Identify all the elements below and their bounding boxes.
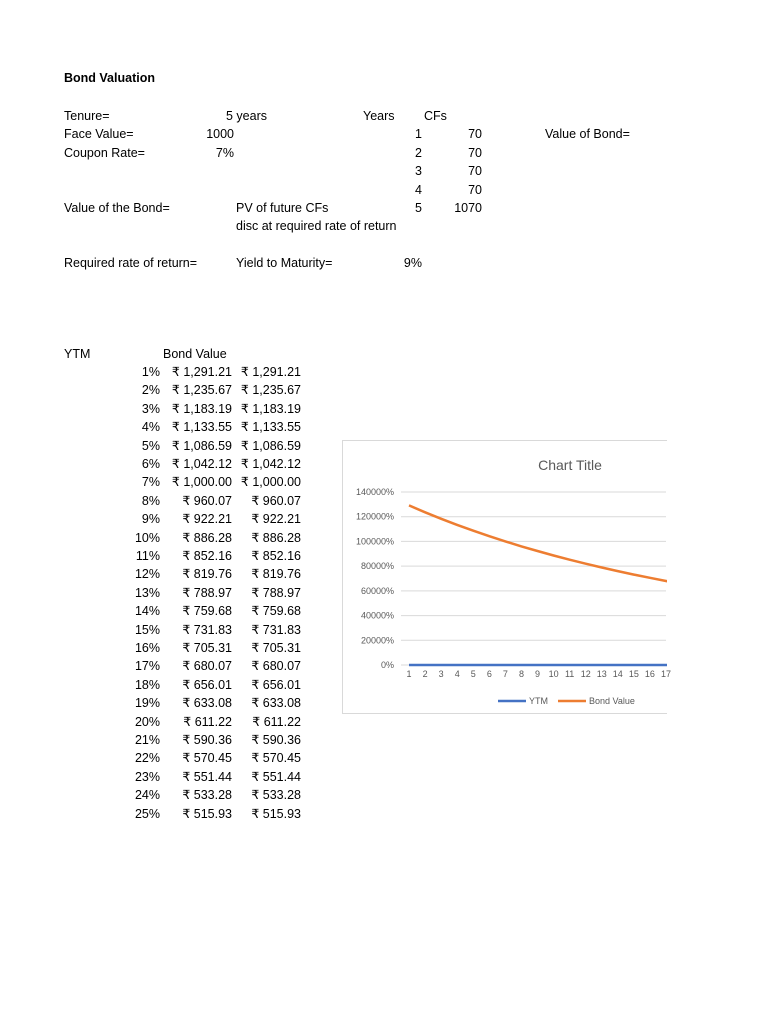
table-row xyxy=(0,806,768,824)
bond-value-cell: ₹ 551.44 xyxy=(182,769,232,784)
x-tick-label: 13 xyxy=(596,669,607,679)
bond-value-cell: ₹ 1,235.67 xyxy=(171,383,232,398)
table-row xyxy=(0,401,768,419)
bond-value-copy-cell: ₹ 633.08 xyxy=(251,696,301,711)
bond-value-copy-cell: ₹ 1,235.67 xyxy=(240,383,301,398)
bond-value-copy-cell: ₹ 819.76 xyxy=(251,567,301,582)
ytm-cell: 19% xyxy=(134,696,160,711)
cash-flow-value: 70 xyxy=(468,164,482,178)
bond-value-cell: ₹ 656.01 xyxy=(182,677,232,692)
ytm-cell: 14% xyxy=(134,604,160,619)
bond-value-cell: ₹ 1,133.55 xyxy=(171,420,232,435)
sheet-title: Bond Valuation xyxy=(64,71,155,85)
x-tick-label: 4 xyxy=(454,669,460,679)
line-chart xyxy=(343,441,672,713)
bond-value-cell: ₹ 819.76 xyxy=(182,567,232,582)
ytm-cell: 21% xyxy=(134,733,160,747)
y-tick-label: 40000% xyxy=(360,610,394,621)
ytm-cell: 13% xyxy=(134,585,160,600)
ytm-cell: 9% xyxy=(141,512,160,527)
x-tick-label: 15 xyxy=(628,669,639,679)
bond-value-cell: ₹ 515.93 xyxy=(182,806,232,821)
ytm-cell: 15% xyxy=(134,622,160,637)
bond-value-copy-cell: ₹ 852.16 xyxy=(251,549,301,563)
coupon-rate-value: 7% xyxy=(215,146,234,160)
ytm-cell: 22% xyxy=(134,751,160,766)
y-tick-label: 0% xyxy=(380,660,394,670)
bond-value-cell: ₹ 960.07 xyxy=(182,493,232,508)
bond-value-cell: ₹ 1,042.12 xyxy=(171,457,232,471)
bond-value-cell: ₹ 705.31 xyxy=(182,641,232,655)
ytm-cell: 7% xyxy=(141,475,160,490)
table-row xyxy=(0,769,768,787)
bond-value-cell: ₹ 788.97 xyxy=(182,585,232,600)
legend-label: YTM xyxy=(529,696,548,706)
cash-flow-year: 5 xyxy=(415,201,422,215)
bond-value-copy-cell: ₹ 533.28 xyxy=(251,788,301,803)
tenure-label: Tenure= xyxy=(64,109,110,123)
x-tick-label: 14 xyxy=(612,669,623,679)
bond-value-cell: ₹ 1,000.00 xyxy=(171,475,232,490)
x-tick-label: 17 xyxy=(660,669,672,679)
x-tick-label: 9 xyxy=(535,669,541,679)
legend-label: Bond Value xyxy=(589,696,635,706)
y-tick-label: 80000% xyxy=(360,561,394,572)
face-value-label: Face Value= xyxy=(64,127,134,141)
ytm-cell: 12% xyxy=(134,567,160,582)
table-row xyxy=(0,750,768,768)
ytm-label: Yield to Maturity= xyxy=(236,256,333,270)
table-row xyxy=(0,364,768,382)
bond-value-copy-cell: ₹ 705.31 xyxy=(251,641,301,655)
value-of-bond-right-label: Value of Bond= xyxy=(545,127,630,141)
ytm-cell: 5% xyxy=(141,438,160,453)
bond-value-column-header: Bond Value xyxy=(163,347,227,361)
y-tick-label: 100000% xyxy=(355,536,394,547)
bond-value-cell: ₹ 633.08 xyxy=(182,696,232,711)
bond-value-copy-cell: ₹ 1,086.59 xyxy=(240,438,301,453)
ytm-cell: 25% xyxy=(134,806,160,821)
table-row xyxy=(0,732,768,750)
coupon-rate-label: Coupon Rate= xyxy=(64,146,145,160)
bond-value-cell: ₹ 922.21 xyxy=(182,512,232,527)
ytm-cell: 3% xyxy=(141,401,160,416)
cash-flow-value: 70 xyxy=(468,145,482,160)
bond-value-copy-cell: ₹ 1,042.12 xyxy=(240,457,301,471)
cash-flow-value: 70 xyxy=(468,182,482,197)
ytm-cell: 11% xyxy=(135,549,160,563)
ytm-cell: 6% xyxy=(141,457,160,471)
bond-value-copy-cell: ₹ 788.97 xyxy=(251,585,301,600)
ytm-cell: 23% xyxy=(134,769,160,784)
tenure-value: 5 years xyxy=(226,109,267,123)
bond-value-copy-cell: ₹ 1,183.19 xyxy=(240,401,301,416)
cash-flow-year: 1 xyxy=(415,127,422,141)
table-row xyxy=(0,419,768,437)
bond-value-cell: ₹ 1,291.21 xyxy=(171,365,232,379)
ytm-cell: 1% xyxy=(141,365,160,379)
x-tick-label: 8 xyxy=(518,669,524,679)
bond-value-cell: ₹ 759.68 xyxy=(182,604,232,619)
bond-value-cell: ₹ 852.16 xyxy=(182,549,232,563)
bond-value-cell: ₹ 570.45 xyxy=(182,751,232,766)
y-tick-label: 120000% xyxy=(355,511,394,522)
bond-value-cell: ₹ 731.83 xyxy=(182,622,232,637)
ytm-column-header: YTM xyxy=(64,347,91,361)
bond-value-copy-cell: ₹ 1,291.21 xyxy=(240,365,301,379)
bond-value-cell: ₹ 590.36 xyxy=(182,733,232,747)
ytm-cell: 24% xyxy=(134,788,160,803)
x-tick-label: 5 xyxy=(470,669,476,679)
ytm-cell: 8% xyxy=(141,493,160,508)
table-row xyxy=(0,714,768,732)
years-header: Years xyxy=(363,109,395,123)
bond-value-cell: ₹ 886.28 xyxy=(182,530,232,545)
y-tick-label: 20000% xyxy=(360,635,394,646)
bond-value-copy-cell: ₹ 886.28 xyxy=(251,530,301,545)
x-tick-label: 1 xyxy=(406,669,412,679)
cfs-header: CFs xyxy=(424,109,447,123)
bond-value-copy-cell: ₹ 680.07 xyxy=(251,659,301,674)
ytm-cell: 17% xyxy=(134,659,160,674)
x-tick-label: 6 xyxy=(486,669,492,679)
bond-value-copy-cell: ₹ 570.45 xyxy=(251,751,301,766)
x-tick-label: 12 xyxy=(580,669,591,679)
ytm-cell: 2% xyxy=(141,383,160,398)
bond-value-copy-cell: ₹ 759.68 xyxy=(251,604,301,619)
y-tick-label: 60000% xyxy=(360,585,394,596)
face-value: 1000 xyxy=(206,127,234,141)
bond-value-copy-cell: ₹ 590.36 xyxy=(251,733,301,747)
discount-rate-text: disc at required rate of return xyxy=(236,219,397,233)
chart-container[interactable] xyxy=(342,440,672,714)
x-tick-label: 3 xyxy=(438,669,444,679)
bond-value-cell: ₹ 611.22 xyxy=(183,714,232,729)
ytm-cell: 4% xyxy=(141,420,160,435)
x-tick-label: 11 xyxy=(564,669,575,679)
cash-flow-year: 4 xyxy=(415,182,422,197)
y-tick-label: 140000% xyxy=(355,487,394,497)
bond-value-cell: ₹ 1,086.59 xyxy=(171,438,232,453)
required-rate-label: Required rate of return= xyxy=(64,256,198,270)
bond-value-copy-cell: ₹ 960.07 xyxy=(251,493,301,508)
value-of-bond-label: Value of the Bond= xyxy=(64,201,170,215)
pv-future-cfs-text: PV of future CFs xyxy=(236,201,329,215)
bond-value-copy-cell: ₹ 1,133.55 xyxy=(240,420,301,435)
cash-flow-year: 3 xyxy=(415,164,422,178)
table-row xyxy=(0,382,768,400)
bond-value-copy-cell: ₹ 551.44 xyxy=(251,769,301,784)
bond-value-copy-cell: ₹ 515.93 xyxy=(251,806,301,821)
ytm-cell: 16% xyxy=(134,641,160,655)
ytm-cell: 18% xyxy=(134,677,160,692)
cash-flow-value: 70 xyxy=(468,127,482,141)
x-tick-label: 7 xyxy=(502,669,508,679)
cash-flow-value: 1070 xyxy=(454,201,482,215)
bond-value-copy-cell: ₹ 656.01 xyxy=(251,677,301,692)
bond-value-cell: ₹ 680.07 xyxy=(182,659,232,674)
x-tick-label: 2 xyxy=(422,669,428,679)
ytm-value: 9% xyxy=(403,256,422,270)
bond-value-cell: ₹ 533.28 xyxy=(182,788,232,803)
bond-value-copy-cell: ₹ 1,000.00 xyxy=(240,475,301,490)
bond-value-copy-cell: ₹ 731.83 xyxy=(251,622,301,637)
table-row xyxy=(0,787,768,805)
ytm-cell: 20% xyxy=(134,714,160,729)
bond-value-cell: ₹ 1,183.19 xyxy=(171,401,232,416)
bond-value-copy-cell: ₹ 922.21 xyxy=(251,512,301,527)
ytm-cell: 10% xyxy=(134,530,160,545)
cash-flow-year: 2 xyxy=(415,145,422,160)
bond-value-copy-cell: ₹ 611.22 xyxy=(252,714,301,729)
x-tick-label: 16 xyxy=(644,669,655,679)
chart-title: Chart Title xyxy=(538,457,602,473)
x-tick-label: 10 xyxy=(548,669,559,679)
